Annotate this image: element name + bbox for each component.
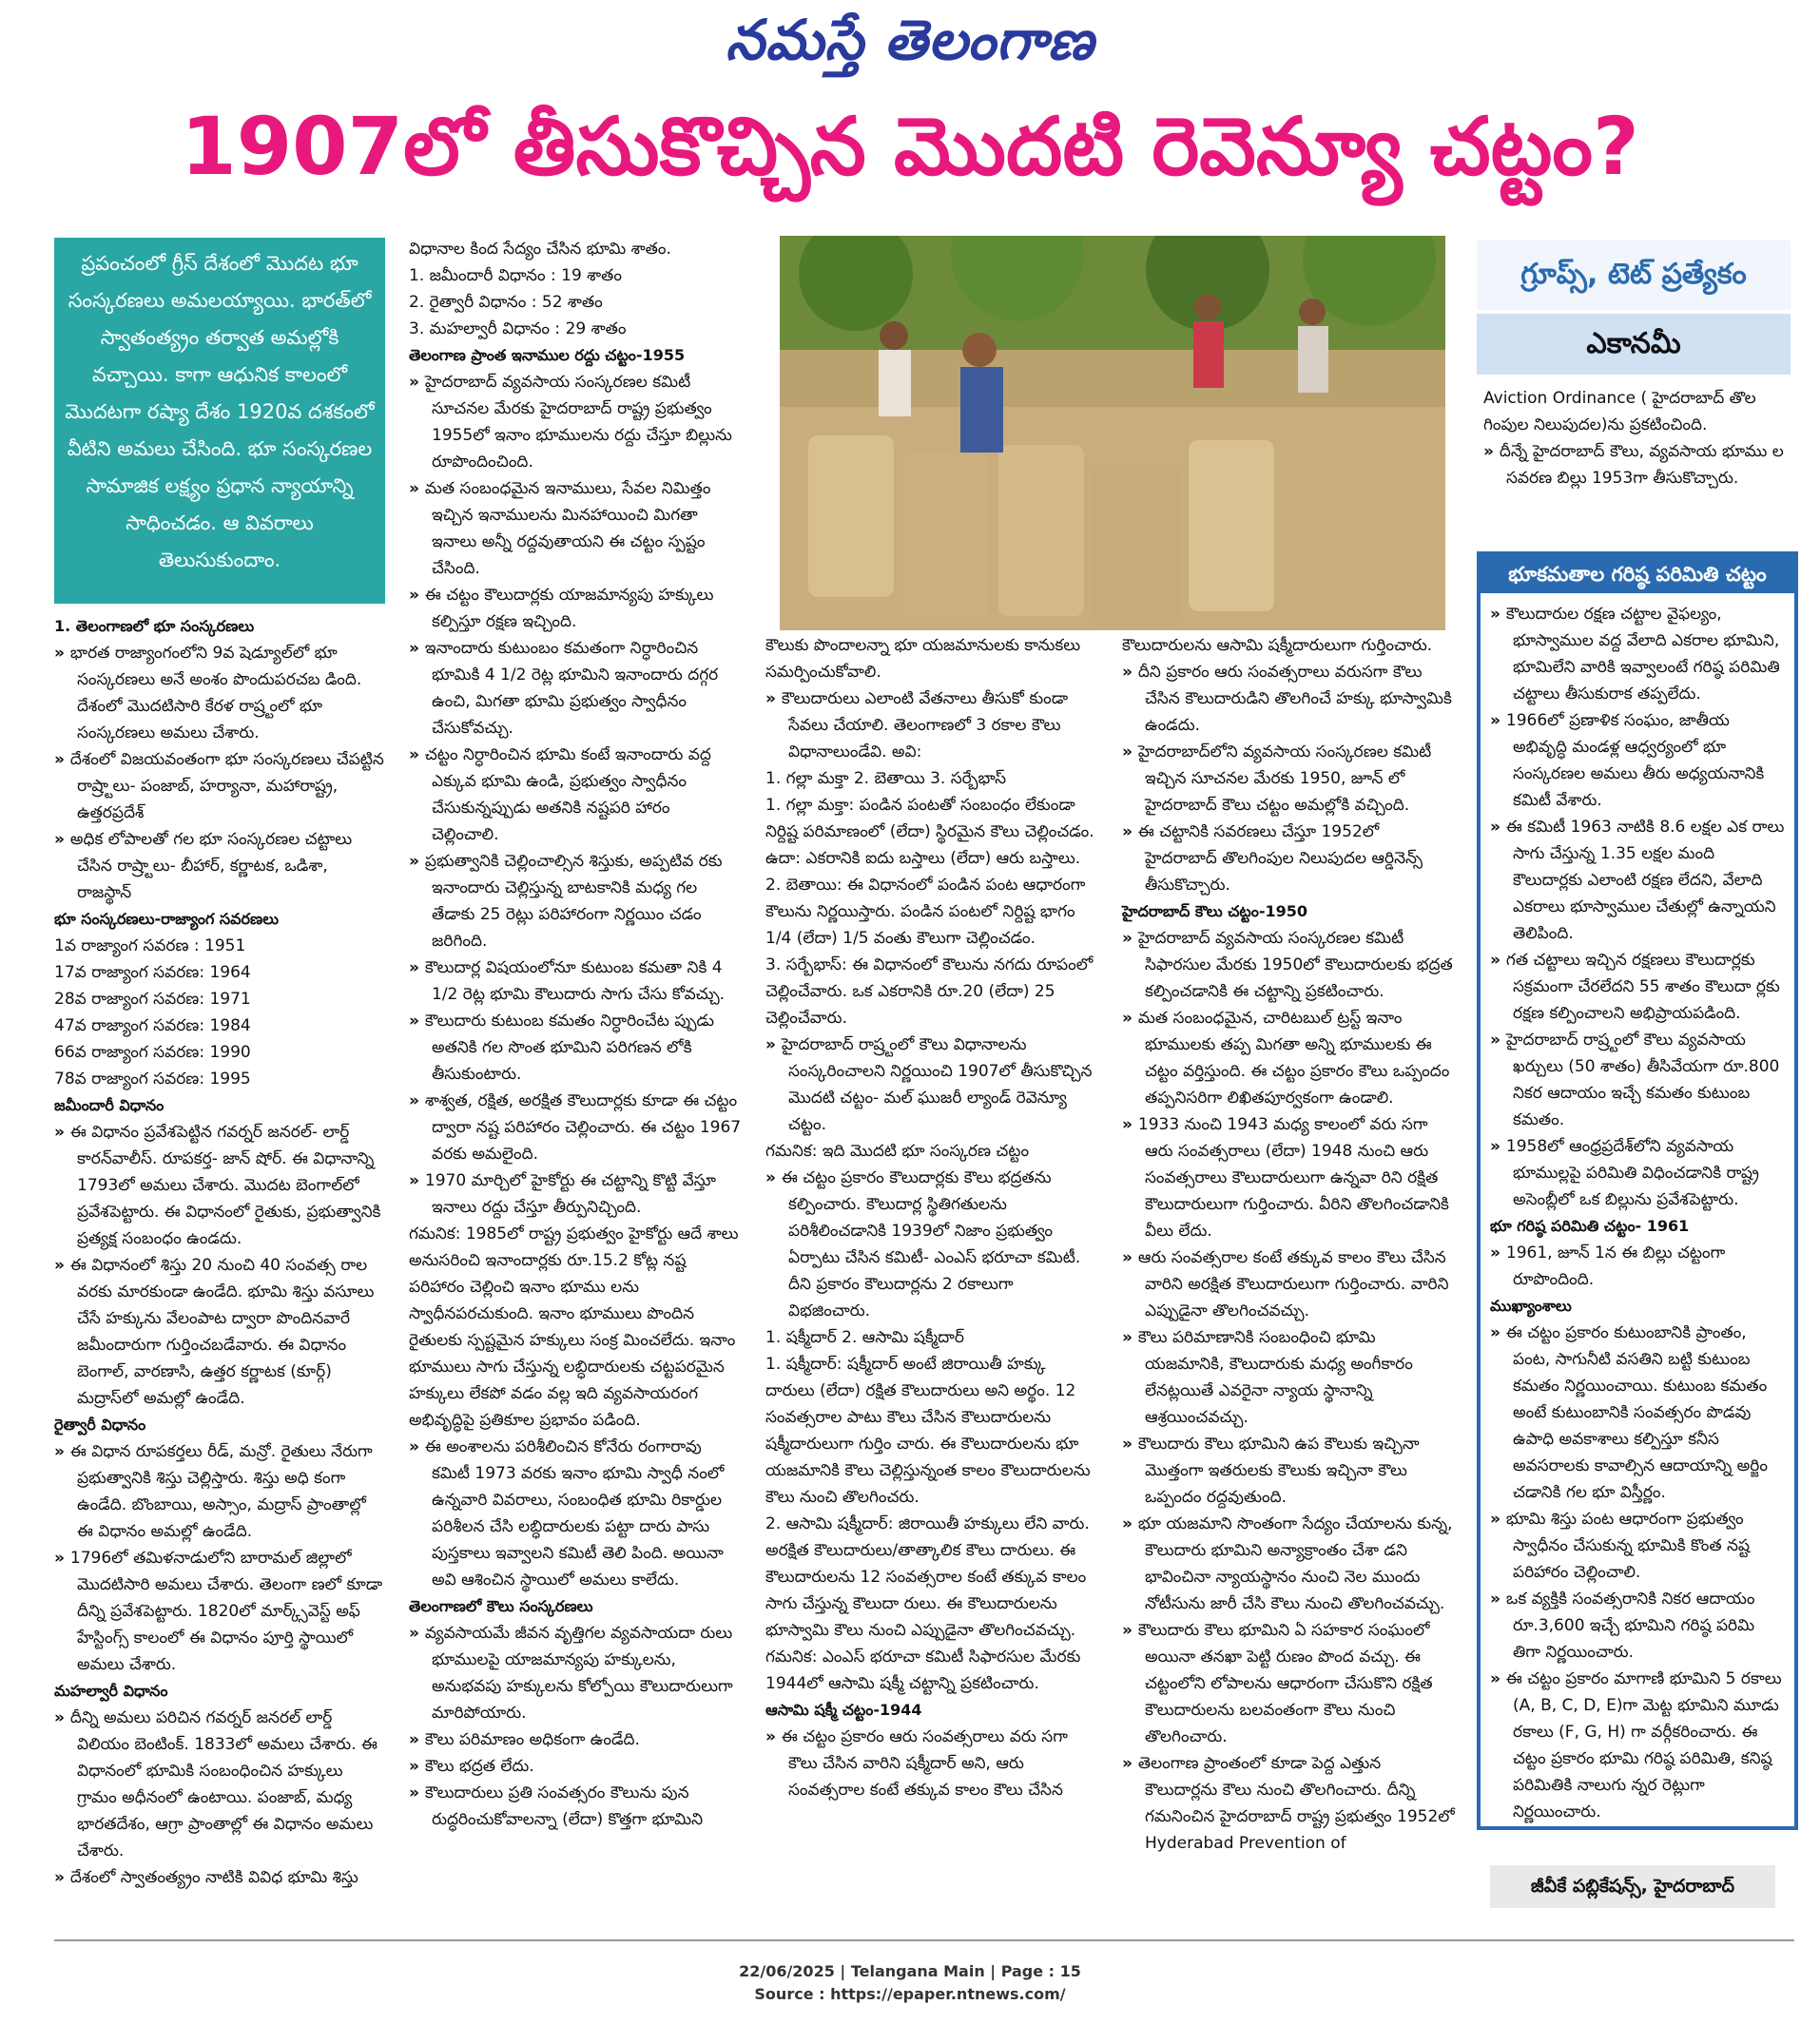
paragraph: విధానాల కింద సేద్యం చేసిన భూమి శాతం. bbox=[409, 240, 671, 259]
paragraph: » మత సంబంధమైన ఇనాములు, సేవల నిమిత్తం ఇచ్చిన ఇనాములను మినహాయించి మిగతా ఇనాలు అన్నీ రద్దవుతాయని ఈ చట్టం స్పష్టం చేసింది. bbox=[409, 475, 742, 582]
section-heading: జమీందారీ విధానం bbox=[54, 1096, 165, 1114]
paragraph: 17వ రాజ్యాంగ సవరణ: 1964 bbox=[54, 963, 251, 982]
masthead-logo: నమస్తే తెలంగాణ bbox=[726, 8, 1094, 72]
paragraph: 78వ రాజ్యాంగ సవరణ: 1995 bbox=[54, 1070, 251, 1089]
paragraph: » అధిక లోపాలతో గల భూ సంస్కరణల చట్టాలు చేసిన రాష్ర్టాలు- బీహార్, కర్ణాటక, ఒడిశా, రాజస్థాన్ bbox=[54, 826, 387, 906]
paragraph: » కౌలుదారులు ఎలాంటి వేతనాలు తీసుకో కుండా సేవలు చేయాలి. తెలంగాణలో 3 రకాల కౌలు విధానాలుండేవి. అవి: bbox=[765, 685, 1098, 765]
paragraph: » ఈ కమిటీ 1963 నాటికి 8.6 లక్షల ఎక రాలు సాగు చేస్తున్న 1.35 లక్షల మంది కౌలుదార్లకు ఎలాంటి రక్షణ లేదని, వేలాది ఎకరాలు భూస్వాముల చేతుల్లో ఉన్నాయని తెలిపింది. bbox=[1490, 814, 1787, 947]
paragraph: ఉదా: ఎకరానికి ఐదు బస్తాలు (లేదా) ఆరు బస్తాలు. bbox=[765, 849, 1081, 868]
intro-box bbox=[54, 238, 385, 604]
section-heading: హైదరాబాద్ కౌలు చట్టం-1950 bbox=[1122, 902, 1308, 920]
series-title: గ్రూప్స్, టెట్ ప్రత్యేకం bbox=[1477, 240, 1791, 310]
paragraph: » ఈ విధాన రూపకర్తలు రీడ్, మన్రో. రైతులు నేరుగా ప్రభుత్వానికి శిస్తు చెల్లిస్తారు. శిస్తు అధి కంగా ఉండేది. బొంబాయి, అస్సాం, మద్రాస్ ప్రాంతాల్లో ఈ విధానం అమల్లో ఉండేది. bbox=[54, 1438, 387, 1545]
paragraph: » మత సంబంధమైన, చారిటబుల్ ట్రస్ట్ ఇనాం భూములకు తప్ప మిగతా అన్ని భూములకు ఈ చట్టం వర్తిస్తుంది. ఈ చట్టం ప్రకారం కౌలు ఒప్పందం తప్పనిసరిగా లిఖితపూర్వకంగా ఉండాలి. bbox=[1122, 1005, 1455, 1111]
paragraph: » ఇనాందారు కుటుంబం కమతంగా నిర్ధారించిన భూమికి 4 1/2 రెట్ల భూమిని ఇనాందారు దగ్గర ఉంచి, మిగతా భూమి ప్రభుత్వం స్వాధీనం చేసుకోవచ్చు. bbox=[409, 635, 742, 742]
paragraph: » 1961, జూన్ 1న ఈ బిల్లు చట్టంగా రూపొందింది. bbox=[1490, 1240, 1787, 1293]
paragraph: గమనిక: 1985లో రాష్ట్ర ప్రభుత్వం హైకోర్టు ఆదే శాలు అనుసరించి ఇనాందార్లకు రూ.15.2 కోట్ల నష్ట పరిహారం చెల్లించి ఇనాం భూము లను స్వాధీనపరచుకుంది. ఇనాం భూములు పొందిన రైతులకు స్పష్టమైన హక్కులు సంక్ర మించలేదు. ఇనాం భూములు సాగు చేస్తున్న లబ్ధిదారులకు చట్టపరమైన హక్కులు లేకపో వడం వల్ల ఇది వ్యవసాయరంగ అభివృద్ధిపై ప్రతికూల ప్రభావం పడింది. bbox=[409, 1224, 739, 1430]
paragraph: » కౌలుదారులు ప్రతి సంవత్సరం కౌలును పున రుద్ధరించుకోవాలన్నా (లేదా) కొత్తగా భూమిని bbox=[409, 1780, 742, 1833]
paragraph: » గత చట్టాలు ఇచ్చిన రక్షణలు కౌలుదార్లకు సక్రమంగా చేరలేదని 55 శాతం కౌలుదా ర్లకు రక్షణ కల్పించాలని అభిప్రాయపడింది. bbox=[1490, 947, 1787, 1027]
section-heading: మహల్వారీ విధానం bbox=[54, 1682, 168, 1700]
paragraph: 1. గల్లా మక్తా: పండిన పంటతో సంబంధం లేకుండా నిర్దిష్ట పరిమాణంలో (లేదా) స్థిరమైన కౌలు చెల్లించడం. bbox=[765, 796, 1094, 841]
paragraph: 1. షక్మీదార్ 2. ఆసామి షక్మీదార్ bbox=[765, 1328, 964, 1347]
paragraph: 2. ఆసామి షక్మీదార్: జిరాయితీ హక్కులు లేని వారు. అరక్షిత కౌలుదారులు/తాత్కాలిక కౌలు దారులు. ఈ కౌలుదారులను 12 సంవత్సరాల కంటే తక్కువ కాలం సాగు చేస్తున్న కౌలుదా రులు. ఈ కౌలుదారులను భూస్వామి కౌలు నుంచి ఎప్పుడైనా తొలగించవచ్చు. bbox=[765, 1514, 1090, 1640]
paragraph: » శాశ్వత, రక్షిత, అరక్షిత కౌలుదార్లకు కూడా ఈ చట్టం ద్వారా నష్ట పరిహారం చెల్లించారు. ఈ చట్టం 1967 వరకు అమలైంది. bbox=[409, 1088, 742, 1167]
paragraph: 47వ రాజ్యాంగ సవరణ: 1984 bbox=[54, 1016, 251, 1035]
paragraph: » ఈ చట్టం ప్రకారం కౌలుదార్లకు కౌలు భద్రతను కల్పించారు. కౌలుదార్ల స్థితిగతులను పరిశీలించడానికి 1939లో నిజాం ప్రభుత్వం ఏర్పాటు చేసిన కమిటీ- ఎంఎస్ భరూచా కమిటీ. దీని ప్రకారం కౌలుదార్లను 2 రకాలుగా విభజించారు. bbox=[765, 1165, 1098, 1324]
paragraph: » 1958లో ఆంధ్రప్రదేశ్‌లోని వ్యవసాయ భూముల్లపై పరిమితి విధించడానికి రాష్ట్ర అసెంబ్లీలో ఒక బిల్లును ప్రవేశపెట్టారు. bbox=[1490, 1133, 1787, 1213]
section-heading: ఆసామి షక్మీ చట్టం-1944 bbox=[765, 1701, 922, 1719]
paragraph: 3. సర్బేభాస్: ఈ విధానంలో కౌలును నగదు రూపంలో చెల్లించేవారు. ఒక ఎకరానికి రూ.20 (లేదా) 25 చెల్లించేవారు. bbox=[765, 955, 1094, 1028]
paragraph: » కౌలుదారు కౌలు భూమిని ఏ సహకార సంఘంలో అయినా తనఖా పెట్టి రుణం పొంద వచ్చు. ఈ చట్టంలోని లోపాలను ఆధారంగా చేసుకొని రక్షిత కౌలుదారులను బలవంతంగా కౌలు నుంచి తొలగించారు. bbox=[1122, 1617, 1455, 1750]
paragraph: 66వ రాజ్యాంగ సవరణ: 1990 bbox=[54, 1043, 251, 1062]
paragraph: » ఈ అంశాలను పరిశీలించిన కోనేరు రంగారావు కమిటీ 1973 వరకు ఇనాం భూమి స్వాధీ నంలో ఉన్నవారి వివరాలు, సంబంధిత భూమి రికార్డుల పరిశీలన చేసి లబ్ధిదారులకు పట్టా దారు పాసు పుస్తకాలు ఇవ్వాలని కమిటీ తెలి పింది. అయినా అవి ఆశించిన స్థాయిలో అమలు కాలేదు. bbox=[409, 1434, 742, 1593]
footer-date: 22/06/2025 | Telangana Main | Page : 15 bbox=[739, 1962, 1081, 1980]
column-5-top bbox=[1483, 385, 1797, 492]
paragraph: » ఈ చట్టానికి సవరణలు చేస్తూ 1952లో హైదరాబాద్ తొలగింపుల నిలుపుదల ఆర్డినెన్స్ తీసుకొచ్చారు. bbox=[1122, 819, 1455, 898]
paragraph: » హైదరాబాద్‌లోని వ్యవసాయ సంస్కరణల కమిటీ ఇచ్చిన సూచనల మేరకు 1950, జూన్ లో హైదరాబాద్ కౌలు చట్టం అమల్లోకి వచ్చింది. bbox=[1122, 739, 1455, 819]
paragraph: » ఆరు సంవత్సరాల కంటే తక్కువ కాలం కౌలు చేసిన వారిని అరక్షిత కౌలుదారులుగా గుర్తించారు. వారిని ఎప్పుడైనా తొలగించవచ్చు. bbox=[1122, 1244, 1455, 1324]
paragraph: » 1966లో ప్రణాళిక సంఘం, జాతీయ అభివృద్ధి మండళ్ల ఆధ్వర్యంలో భూ సంస్కరణల అమలు తీరు అధ్యయనానికి కమిటీ వేశారు. bbox=[1490, 707, 1787, 814]
farm-photo bbox=[780, 236, 1445, 630]
paragraph: » భారత రాజ్యాంగంలోని 9వ షెడ్యూల్‌లో భూ సంస్కరణలు అనే అంశం పొందుపరచబ డింది. దేశంలో మొదటిసారి కేరళ రాష్ర్టంలో భూ సంస్కరణలు అమలు చేశారు. bbox=[54, 640, 387, 746]
paragraph: » దేశంలో విజయవంతంగా భూ సంస్కరణలు చేపట్టిన రాష్ర్టాలు- పంజాబ్, హర్యానా, మహారాష్ట్ర, ఉత్తరప్రదేశ్ bbox=[54, 746, 387, 826]
section-heading: తెలంగాణలో కౌలు సంస్కరణలు bbox=[409, 1597, 593, 1615]
paragraph: » కౌలుదారు కుటుంబ కమతం నిర్ధారించేట ప్పుడు అతనికి గల సొంత భూమిని పరిగణన లోకి తీసుకుంటారు. bbox=[409, 1008, 742, 1088]
paragraph: » దీని ప్రకారం ఆరు సంవత్సరాలు వరుసగా కౌలు చేసిన కౌలుదారుడిని తొలగించే హక్కు భూస్వామికి ఉండదు. bbox=[1122, 659, 1455, 739]
paragraph: » హైదరాబాద్ వ్యవసాయ సంస్కరణల కమిటీ సిఫారసుల మేరకు 1950లో కౌలుదారులకు భద్రత కల్పించడానికి ఈ చట్టాన్ని ప్రకటించారు. bbox=[1122, 925, 1455, 1005]
column-1 bbox=[54, 613, 387, 1891]
section-heading: రైత్వారీ విధానం bbox=[54, 1416, 146, 1434]
paragraph: » 1970 మార్చిలో హైకోర్టు ఈ చట్టాన్ని కొట్టి వేస్తూ ఇనాలు రద్దు చేస్తూ తీర్పునిచ్చింది. bbox=[409, 1167, 742, 1221]
footer bbox=[0, 1960, 1820, 2006]
column-2 bbox=[409, 236, 742, 1833]
paragraph: » వ్యవసాయమే జీవన వృత్తిగల వ్యవసాయదా రులు భూములపై యాజమాన్యపు హక్కులను, అనుభవపు హక్కులను కోల్పోయి కౌలుదారులుగా మారిపోయారు. bbox=[409, 1620, 742, 1726]
column-3 bbox=[765, 632, 1098, 1803]
section-heading: భూ సంస్కరణలు-రాజ్యాంగ సవరణలు bbox=[54, 910, 280, 928]
sidebar-box bbox=[1477, 551, 1798, 1830]
paragraph: » భూమి శిస్తు పంట ఆధారంగా ప్రభుత్వం స్వాధీనం చేసుకున్న భూమికి కొంత నష్ట పరిహారం చెల్లించాలి. bbox=[1490, 1506, 1787, 1586]
paragraph: 1. గల్లా మక్తా 2. బెతాయి 3. సర్బేభాస్ bbox=[765, 769, 1007, 788]
paragraph: » ఈ చట్టం కౌలుదార్లకు యాజమాన్యపు హక్కులు కల్పిస్తూ రక్షణ ఇచ్చింది. bbox=[409, 582, 742, 635]
paragraph: » కౌలు పరిమాణానికి సంబంధించి భూమి యజమానికి, కౌలుదారుకు మధ్య అంగీకారం లేనట్లయితే ఎవరైనా న్యాయ స్థానాన్ని ఆశ్రయించవచ్చు. bbox=[1122, 1324, 1455, 1431]
paragraph: 1. షక్మీదార్: షక్మీదార్ అంటే జిరాయితీ హక్కు దారులు (లేదా) రక్షిత కౌలుదారులు అని అర్థం. 12 సంవత్సరాల పాటు కౌలు చేసిన కౌలుదారులను షక్మీదారులుగా గుర్తిం చారు. ఈ కౌలుదారులను భూ యజమానికి కౌలు చెల్లిస్తున్నంత కాలం కౌలుదారులను కౌలు నుంచి తొలగించరు. bbox=[765, 1355, 1091, 1507]
sidebar-title: భూకమతాల గరిష్ఠ పరిమితి చట్టం bbox=[1481, 555, 1794, 593]
paragraph: » హైదరాబాద్ రాష్ర్టంలో కౌలు వ్యవసాయ ఖర్చులు (50 శాతం) తీసివేయగా రూ.800 నికర ఆదాయం ఇచ్చే కమతం కుటుంబ కమతం. bbox=[1490, 1027, 1787, 1133]
footer-source: Source : https://epaper.ntnews.com/ bbox=[754, 1985, 1066, 2003]
page-headline: 1907లో తీసుకొచ్చిన మొదటి రెవెన్యూ చట్టం? bbox=[181, 100, 1639, 193]
section-heading: తెలంగాణ ప్రాంత ఇనాముల రద్దు చట్టం-1955 bbox=[409, 346, 686, 364]
photo-illustration bbox=[780, 236, 1445, 630]
paragraph: » కౌలుదారు కౌలు భూమిని ఉప కౌలుకు ఇచ్చినా మొత్తంగా ఇతరులకు కౌలుకు ఇచ్చినా కౌలు ఒప్పందం రద్దవుతుంది. bbox=[1122, 1431, 1455, 1511]
paragraph: 1. జమీందారీ విధానం : 19 శాతం bbox=[409, 266, 623, 285]
paragraph: » దీన్ని అమలు పరిచిన గవర్నర్ జనరల్ లార్డ్ విలియం బెంటింక్. 1833లో అమలు చేశారు. ఈ విధానంలో భూమికి సంబంధించిన హక్కులు గ్రామం అధీనంలో ఉంటాయి. పంజాబ్, మధ్య భారతదేశం, ఆగ్రా ప్రాంతాల్లో ఈ విధానం అమలు చేశారు. bbox=[54, 1705, 387, 1864]
paragraph: కౌలుకు పొందాలన్నా భూ యజమానులకు కానుకలు సమర్పించుకోవాలి. bbox=[765, 636, 1081, 682]
section-heading: ముఖ్యాంశాలు bbox=[1490, 1297, 1572, 1315]
paragraph: గమనిక: ఇది మొదటి భూ సంస్కరణ చట్టం bbox=[765, 1142, 1030, 1161]
paragraph: » ఈ విధానం ప్రవేశపెట్టిన గవర్నర్ జనరల్- లార్డ్ కారన్‌వాలీస్. రూపకర్త- జాన్ షోర్. ఈ విధానాన్ని 1793లో అమలు చేశారు. మొదట బెంగాల్‌లో ప్రవేశపెట్టారు. ఈ విధానంలో రైతుకు, ప్రభుత్వానికి ప్రత్యక్ష సంబంధం ఉండదు. bbox=[54, 1119, 387, 1252]
paragraph: Aviction Ordinance ( హైదరాబాద్ తొల గింపుల నిలుపుదల)ను ప్రకటించింది. bbox=[1483, 389, 1756, 434]
paragraph: » చట్టం నిర్ధారించిన భూమి కంటే ఇనాందారు వద్ద ఎక్కువ భూమి ఉండి, ప్రభుత్వం స్వాధీనం చేసుకున్నప్పుడు అతనికి నష్టపరి హారం చెల్లించాలి. bbox=[409, 742, 742, 848]
intro-text: ప్రపంచంలో గ్రీస్ దేశంలో మొదట భూ సంస్కరణలు అమలయ్యాయి. భారత్‌లో స్వాతంత్య్రం తర్వాత అమల్లోకి వచ్చాయి. కాగా ఆధునిక కాలంలో మొదటగా రష్యా దేశం 1920వ దశకంలో వీటిని అమలు చేసింది. భూ సంస్కరణల సామాజిక లక్ష్యం ప్రధాన న్యాయాన్ని సాధించడం. ఆ వివరాలు తెలుసుకుందాం. bbox=[65, 252, 375, 571]
paragraph: » కౌలుదారుల రక్షణ చట్టాల వైఫల్యం, భూస్వాముల వద్ద వేలాది ఎకరాల భూమిని, భూమిలేని వారికి ఇవ్వాలంటే గరిష్ఠ పరిమితి చట్టాలు తీసుకురాక తప్పలేదు. bbox=[1490, 601, 1787, 707]
paragraph: కౌలుదారులను ఆసామి షక్మీదారులుగా గుర్తించారు. bbox=[1122, 636, 1433, 655]
section-heading: భూ గరిష్ఠ పరిమితి చట్టం- 1961 bbox=[1490, 1217, 1690, 1235]
paragraph: » తెలంగాణ ప్రాంతంలో కూడా పెద్ద ఎత్తున కౌలుదార్లను కౌలు నుంచి తొలగించారు. దీన్ని గమనించిన హైదరాబాద్ రాష్ట్ర ప్రభుత్వం 1952లో Hyderabad Prevention of bbox=[1122, 1750, 1455, 1857]
paragraph: » ఒక వ్యక్తికి సంవత్సరానికి నికర ఆదాయం రూ.3,600 ఇచ్చే భూమిని గరిష్ఠ పరిమి తిగా నిర్ణయించారు. bbox=[1490, 1586, 1787, 1666]
publisher-credit: జీవీకే పబ్లికేషన్స్, హైదరాబాద్ bbox=[1490, 1865, 1775, 1908]
footer-divider bbox=[54, 1939, 1794, 1941]
paragraph: » 1933 నుంచి 1943 మధ్య కాలంలో వరు సగా ఆరు సంవత్సరాలు (లేదా) 1948 నుంచి ఆరు సంవత్సరాలు కౌలుదారులుగా ఉన్నవా రిని రక్షిత కౌలుదారులుగా గుర్తించారు. వీరిని తొలగించడానికి వీలు లేదు. bbox=[1122, 1111, 1455, 1244]
paragraph: » ఈ విధానంలో శిస్తు 20 నుంచి 40 సంవత్స రాల వరకు మారకుండా ఉండేది. భూమి శిస్తు వసూలు చేసే హక్కును వేలంపాట ద్వారా పొందినవారే జమీందారుగా గుర్తించబడేవారు. ఈ విధానం బెంగాల్, వారణాసి, ఉత్తర కర్ణాటక (కూర్గ్) మద్రాస్‌లో అమల్లో ఉండేది. bbox=[54, 1252, 387, 1412]
paragraph: » భూ యజమాని సొంతంగా సేద్యం చేయాలను కున్న, కౌలుదారు భూమిని అన్యాక్రాంతం చేశా డని భావించినా న్యాయస్థానం నుంచి నెల ముందు నోటీసును జారీ చేసి కౌలు నుంచి తొలగించవచ్చు. bbox=[1122, 1511, 1455, 1617]
paragraph: 1వ రాజ్యాంగ సవరణ : 1951 bbox=[54, 936, 246, 955]
paragraph: » దీన్నే హైదరాబాద్ కౌలు, వ్యవసాయ భూము ల సవరణ బిల్లు 1953గా తీసుకొచ్చారు. bbox=[1483, 438, 1797, 492]
paragraph: 2. బెతాయి: ఈ విధానంలో పండిన పంట ఆధారంగా కౌలును నిర్ణయిస్తారు. పండిన పంటలో నిర్దిష్ట భాగం 1/4 (లేదా) 1/5 వంతు కౌలుగా చెల్లించడం. bbox=[765, 876, 1086, 948]
paragraph: » కౌలు భద్రత లేదు. bbox=[409, 1753, 742, 1780]
sidebar-content bbox=[1490, 601, 1787, 1825]
paragraph: » కౌలుదార్ల విషయంలోనూ కుటుంబ కమతా నికి 4 1/2 రెట్ల భూమి కౌలుదారు సాగు చేసు కోవచ్చు. bbox=[409, 954, 742, 1008]
section-heading: 1. తెలంగాణలో భూ సంస్కరణలు bbox=[54, 617, 255, 635]
paragraph: » కౌలు పరిమాణం అధికంగా ఉండేది. bbox=[409, 1726, 742, 1753]
paragraph: » ఈ చట్టం ప్రకారం కుటుంబానికి ప్రాంతం, పంట, సాగునీటి వసతిని బట్టి కుటుంబ కమతం నిర్ణయించాయి. కుటుంబ కమతం అంటే కుటుంబానికి సంవత్సరం పొడవు ఉపాధి అవకాశాలు కల్పిస్తూ కనీస అవసరాలకు కావాల్సిన ఆదాయాన్ని అర్జిం చడానికి గల భూ విస్తీర్ణం. bbox=[1490, 1320, 1787, 1506]
paragraph: 28వ రాజ్యాంగ సవరణ: 1971 bbox=[54, 990, 251, 1009]
paragraph: » హైదరాబాద్ రాష్ర్టంలో కౌలు విధానాలను సంస్కరించాలని నిర్ణయించి 1907లో తీసుకొచ్చిన మొదటి చట్టం- మల్ ఘుజరీ ల్యాండ్ రెవెన్యూ చట్టం. bbox=[765, 1031, 1098, 1138]
paragraph: » 1796లో తమిళనాడులోని బారామల్ జిల్లాలో మొదటిసారి అమలు చేశారు. తెలంగా ణలో కూడా దీన్ని ప్రవేశపెట్టారు. 1820లో మార్క్స్‌వెస్ట్ అఫ్ హేస్టింగ్స్ కాలంలో ఈ విధానం పూర్తి స్థాయిలో అమలు చేశారు. bbox=[54, 1545, 387, 1678]
column-4 bbox=[1122, 632, 1455, 1857]
paragraph: 2. రైత్వారీ విధానం : 52 శాతం bbox=[409, 293, 603, 312]
paragraph: » దేశంలో స్వాతంత్య్రం నాటికి వివిధ భూమి శిస్తు bbox=[54, 1864, 387, 1891]
paragraph: » ఈ చట్టం ప్రకారం మాగాణి భూమిని 5 రకాలు (A, B, C, D, E)గా మెట్ట భూమిని మూడు రకాలు (F, G, H) గా వర్గీకరించారు. ఈ చట్టం ప్రకారం భూమి గరిష్ఠ పరిమితి, కనిష్ఠ పరిమితికి నాలుగు న్నర రెట్లుగా నిర్ణయించారు. bbox=[1490, 1666, 1787, 1825]
paragraph: » ఈ చట్టం ప్రకారం ఆరు సంవత్సరాలు వరు సగా కౌలు చేసిన వారిని షక్మీదార్ అని, ఆరు సంవత్సరాల కంటే తక్కువ కాలం కౌలు చేసిన bbox=[765, 1724, 1098, 1803]
paragraph: » ప్రభుత్వానికి చెల్లించాల్సిన శిస్తుకు, అప్పటివ రకు ఇనాందారు చెల్లిస్తున్న బాటకానికి మధ్య గల తేడాకు 25 రెట్లు పరిహారంగా నిర్ణయిం చడం జరిగింది. bbox=[409, 848, 742, 954]
paragraph: 3. మహల్వారీ విధానం : 29 శాతం bbox=[409, 319, 627, 338]
subject-label: ఎకానమీ bbox=[1477, 314, 1791, 375]
paragraph: గమనిక: ఎంఎస్ భరూచా కమిటీ సిఫారసుల మేరకు 1944లో ఆసామి షక్మీ చట్టాన్ని ప్రకటించారు. bbox=[765, 1648, 1081, 1693]
paragraph: » హైదరాబాద్ వ్యవసాయ సంస్కరణల కమిటీ సూచనల మేరకు హైదరాబాద్ రాష్ట్ర ప్రభుత్వం 1955లో ఇనాం భూములను రద్దు చేస్తూ బిల్లును రూపొందించింది. bbox=[409, 369, 742, 475]
